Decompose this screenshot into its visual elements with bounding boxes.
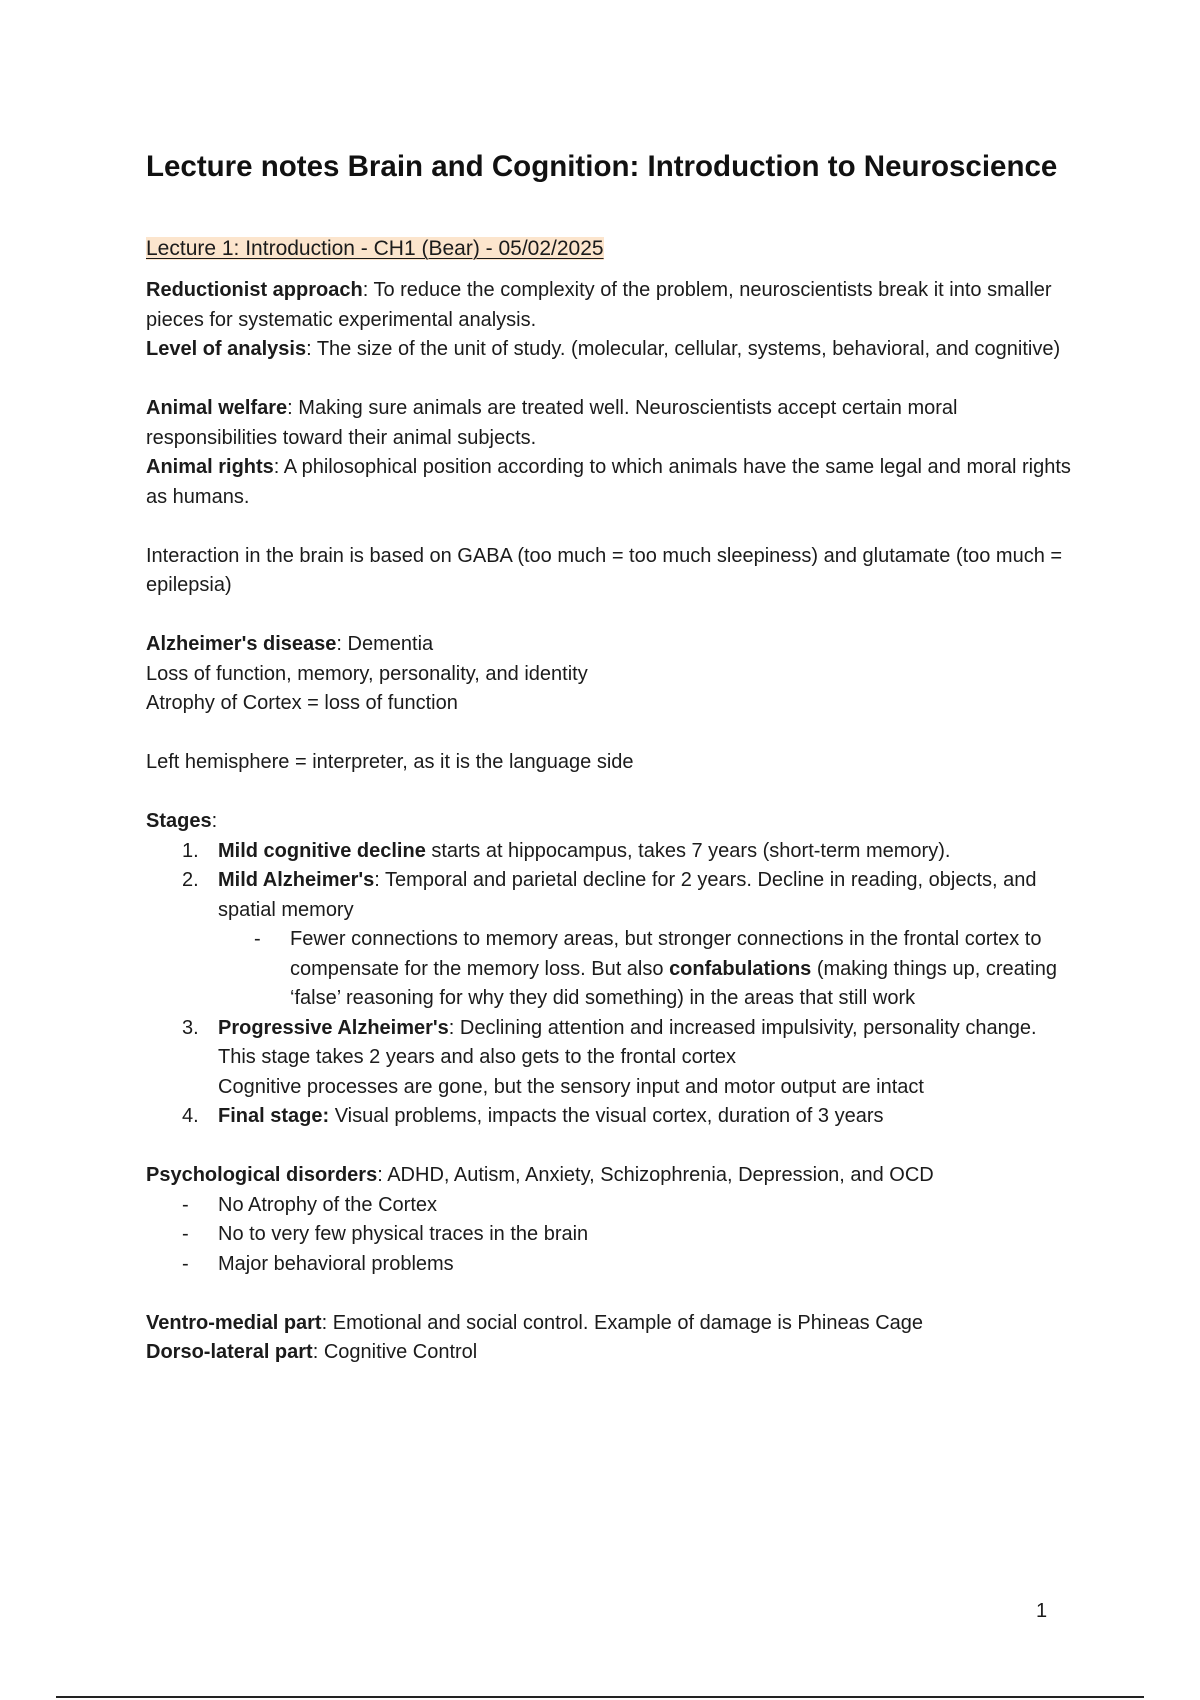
interaction-paragraph: Interaction in the brain is based on GABA (too much = too much sleepiness) and glutamate (too much = epilepsia) — [146, 544, 1063, 596]
animal-welfare-term: Animal welfare — [146, 397, 288, 419]
stage-text: : Declining attention and increased impulsivity, personality change. This stage takes 2 years and also gets to the frontal cortex — [218, 1016, 1037, 1068]
stage-text: Visual problems, impacts the visual cortex, duration of 3 years — [329, 1105, 884, 1127]
animal-welfare-text: : Making sure animals are treated well. Neuroscientists accept certain moral responsibilities toward their animal subjects. — [146, 397, 958, 449]
stage-term: Mild Alzheimer's — [218, 869, 375, 891]
bullet-dash: - — [254, 928, 261, 950]
left-hemisphere-paragraph: Left hemisphere = interpreter, as it is the language side — [146, 751, 634, 773]
list-item — [146, 866, 1076, 1014]
bullet-dash: - — [182, 1223, 189, 1245]
stage-text-line-2: Cognitive processes are gone, but the sensory input and motor output are intact — [218, 1075, 924, 1098]
list-item — [146, 1102, 1076, 1132]
stages-list — [146, 837, 1076, 1132]
stage-text: starts at hippocampus, takes 7 years (short-term memory). — [425, 839, 951, 862]
bullet-text: Major behavioral problems — [218, 1252, 454, 1275]
bullet-text: No to very few physical traces in the brain — [218, 1223, 589, 1245]
list-item — [146, 1191, 1076, 1221]
stage-sublist — [218, 925, 1076, 1014]
alzheimers-line-1: Loss of function, memory, personality, and identity — [146, 662, 588, 685]
alzheimers-paragraph — [146, 630, 1076, 660]
alzheimers-term: Alzheimer's disease — [146, 633, 337, 655]
dorso-text: : Cognitive Control — [312, 1341, 478, 1363]
spacer — [146, 601, 1076, 631]
lecture-heading-text: Lecture 1: Introduction - CH1 (Bear) - 05/02/2025 — [146, 237, 604, 260]
animal-rights-text: : A philosophical position according to which animals have the same legal and moral rights as humans. — [146, 456, 1071, 508]
reductionist-paragraph — [146, 276, 1076, 335]
psych-bullets — [146, 1191, 1076, 1280]
list-item — [218, 925, 1076, 1014]
sub-text-after: (making things up, creating ‘false’ reasoning for why they did something) in the areas that still work — [290, 957, 1057, 1009]
bullet-text: No Atrophy of the Cortex — [218, 1193, 438, 1216]
list-item — [146, 1220, 1076, 1250]
document-title: Lecture notes Brain and Cognition: Introduction to Neuroscience — [146, 150, 1058, 183]
spacer — [146, 1279, 1076, 1309]
stage-term: Progressive Alzheimer's — [218, 1016, 449, 1039]
list-number: 2. — [182, 869, 199, 891]
psychological-disorders-paragraph — [146, 1161, 1076, 1191]
reductionist-term: Reductionist approach — [146, 279, 363, 301]
bullet-dash: - — [182, 1252, 189, 1275]
spacer — [146, 778, 1076, 808]
sub-text-before: Fewer connections to memory areas, but stronger connections in the frontal cortex to compensate for the memory loss. But also — [290, 928, 1042, 980]
psych-term: Psychological disorders — [146, 1164, 378, 1186]
level-of-analysis-term: Level of analysis — [146, 338, 307, 360]
animal-rights-term: Animal rights — [146, 456, 274, 478]
ventro-term: Ventro-medial part — [146, 1311, 322, 1334]
dorso-term: Dorso-lateral part — [146, 1341, 313, 1363]
document-page — [146, 146, 1076, 1368]
spacer — [146, 512, 1076, 542]
ventro-text: : Emotional and social control. Example of damage is Phineas Cage — [321, 1311, 924, 1334]
alzheimers-text: : Dementia — [336, 633, 434, 655]
list-item — [146, 1014, 1076, 1103]
level-of-analysis-paragraph — [146, 335, 1076, 365]
animal-rights-paragraph — [146, 453, 1076, 512]
list-item — [146, 1250, 1076, 1280]
lecture-heading — [146, 234, 1076, 264]
list-number: 4. — [182, 1105, 199, 1127]
stages-heading — [146, 807, 1076, 837]
animal-welfare-paragraph — [146, 394, 1076, 453]
alzheimers-line-2: Atrophy of Cortex = loss of function — [146, 692, 458, 714]
list-item — [146, 837, 1076, 867]
psych-text: : ADHD, Autism, Anxiety, Schizophrenia, Depression, and OCD — [377, 1164, 934, 1186]
dorso-lateral-paragraph — [146, 1338, 1076, 1368]
stage-term: Mild cognitive decline — [218, 839, 426, 862]
stage-term: Final stage: — [218, 1105, 330, 1127]
stages-suffix: : — [211, 810, 218, 832]
list-number: 3. — [182, 1016, 199, 1039]
confabulations-term: confabulations — [669, 957, 812, 980]
spacer — [146, 719, 1076, 749]
bullet-dash: - — [182, 1193, 189, 1216]
page-bottom-divider — [56, 1696, 1144, 1698]
stage-text: : Temporal and parietal decline for 2 years. Decline in reading, objects, and spatial memory — [218, 869, 1037, 921]
spacer — [146, 365, 1076, 395]
spacer — [146, 1132, 1076, 1162]
list-number: 1. — [182, 839, 199, 862]
level-of-analysis-text: : The size of the unit of study. (molecular, cellular, systems, behavioral, and cognitive) — [306, 338, 1061, 360]
reductionist-text: : To reduce the complexity of the problem, neuroscientists break it into smaller pieces for systematic experimental analysis. — [146, 279, 1052, 331]
page-number: 1 — [1036, 1600, 1048, 1622]
stages-term: Stages — [146, 810, 212, 832]
ventro-medial-paragraph — [146, 1309, 1076, 1339]
